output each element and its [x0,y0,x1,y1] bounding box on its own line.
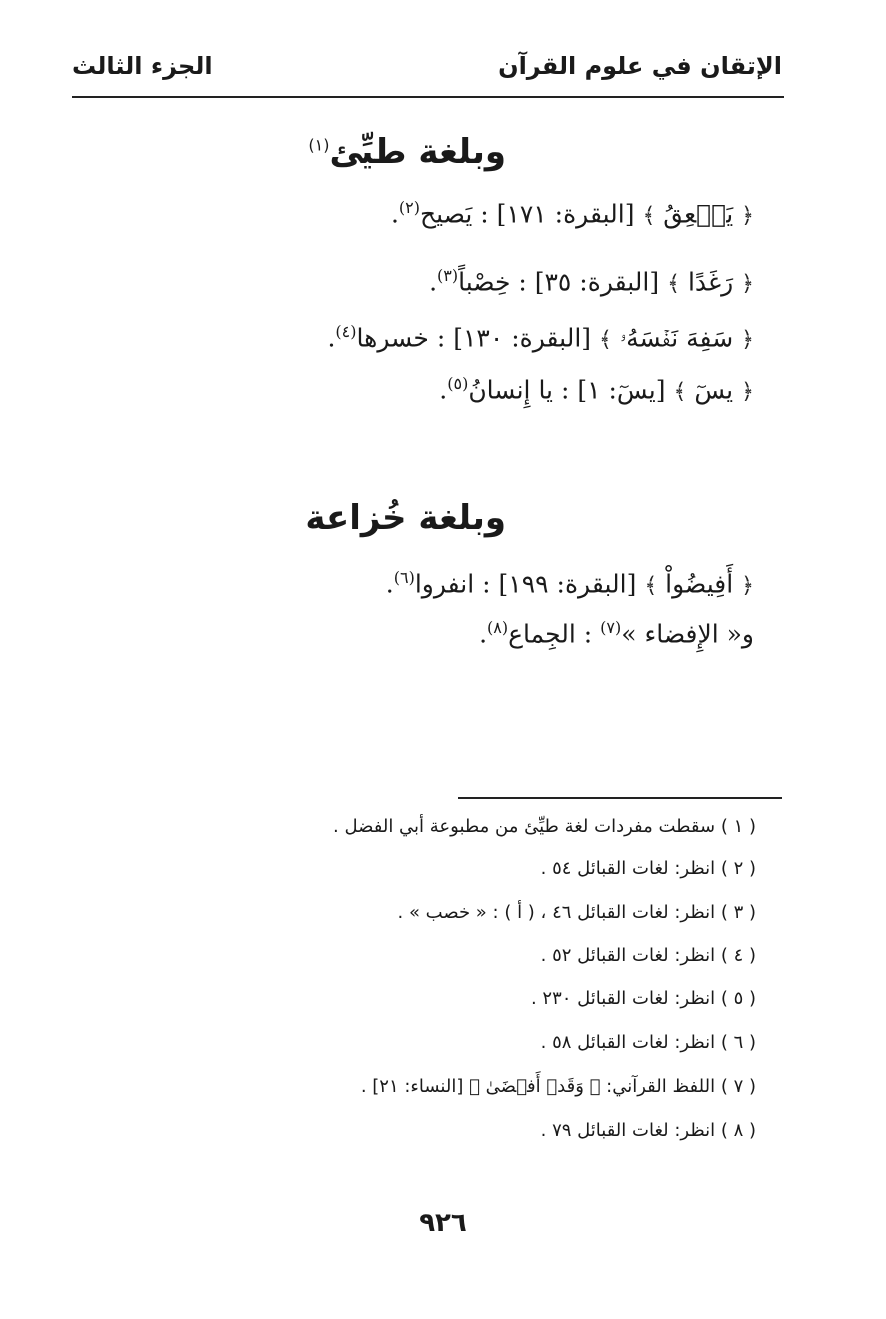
footnote: ( ٤ ) انظر: لغات القبائل ٥٢ . [540,945,756,966]
section-title-text: وبلغة خُزاعة [305,498,506,538]
section-title-khuzaa [305,498,506,538]
footnote: ( ٧ ) اللفظ القرآني: ﴿ وَقَدۡ أَفۡضَىٰ ﴾ [النساء: ٢١] . [360,1076,756,1097]
meaning: : يَصيح [419,199,489,229]
meaning: : الجِماع [508,619,593,649]
book-title: الإتقان في علوم القرآن [498,52,782,80]
period: . [479,619,488,649]
quranic-word: يَنۡعِقُ [663,199,734,229]
ornament-bracket-open: ﴿ [741,203,754,229]
period: . [385,569,394,599]
footnote-ref: (٤) [335,322,357,341]
footnote: ( ١ ) سقطت مفردات لغة طيِّئ من مطبوعة أبي الفضل . [333,816,756,837]
verse-reference: [البقرة: ١٣٠] [453,323,592,353]
footnote: ( ٥ ) انظر: لغات القبائل ٢٣٠ . [530,988,756,1009]
footnote: ( ٨ ) انظر: لغات القبائل ٧٩ . [540,1120,756,1141]
footnote-ref: (٨) [487,618,509,637]
entry-line [429,266,754,296]
verse-reference: [البقرة: ١٩٩] [498,569,637,599]
quranic-word: يسٓ [694,375,734,405]
entry-line [386,568,754,598]
verse-reference: [البقرة: ١٧١] [496,199,635,229]
entry-line [479,618,754,648]
verse-reference: [البقرة: ٣٥] [534,267,660,297]
period: . [390,199,399,229]
footnote-ref: (٦) [393,568,415,587]
footnote: ( ٣ ) انظر: لغات القبائل ٤٦ ، ( أ ) : « خصب » . [397,902,756,923]
footnote: ( ٦ ) انظر: لغات القبائل ٥٨ . [540,1032,756,1053]
section-title-text: وبلغة طيِّئ [329,132,506,172]
footnote-ref: (٧) [600,618,622,637]
ornament-bracket-close: ﴾ [642,203,656,229]
period: . [439,375,448,405]
section-title-tayy [308,132,506,172]
footnote-ref: (٣) [437,266,459,285]
footnote: ( ٢ ) انظر: لغات القبائل ٥٤ . [540,858,756,879]
footnote-ref: (١) [308,135,330,155]
quoted-word: و« الإِفضاء » [621,619,754,649]
meaning: : خِصْباً [458,267,527,297]
meaning: : خسرها [356,323,446,353]
ornament-bracket-close: ﴾ [667,271,680,297]
footnote-ref: (٥) [447,374,469,393]
quranic-word: سَفِهَ نَفۡسَهُۥ [619,323,734,353]
ornament-bracket-close: ﴾ [644,573,658,599]
period: . [327,323,336,353]
verse-reference: [يسٓ: ١] [577,375,666,405]
ornament-bracket-close: ﴾ [599,327,612,353]
entry-line [391,198,754,228]
footnote-ref: (٢) [398,198,420,217]
ornament-bracket-open: ﴿ [741,573,754,599]
ornament-bracket-open: ﴿ [741,379,754,405]
ornament-bracket-close: ﴾ [673,379,687,405]
ornament-bracket-open: ﴿ [741,271,754,297]
volume-label: الجزء الثالث [72,52,213,80]
footnote-divider [458,797,782,799]
meaning: : انفروا [414,569,491,599]
page-number: ٩٢٦ [419,1208,467,1238]
period: . [429,267,438,297]
entry-line [327,322,754,353]
quranic-word: أَفِيضُواْ [665,569,734,599]
quranic-word: رَغَدًا [687,267,734,297]
header-divider [72,96,784,98]
meaning: : يا إِنسانُ [468,375,570,405]
ornament-bracket-open: ﴿ [741,327,754,353]
entry-line [439,374,754,404]
